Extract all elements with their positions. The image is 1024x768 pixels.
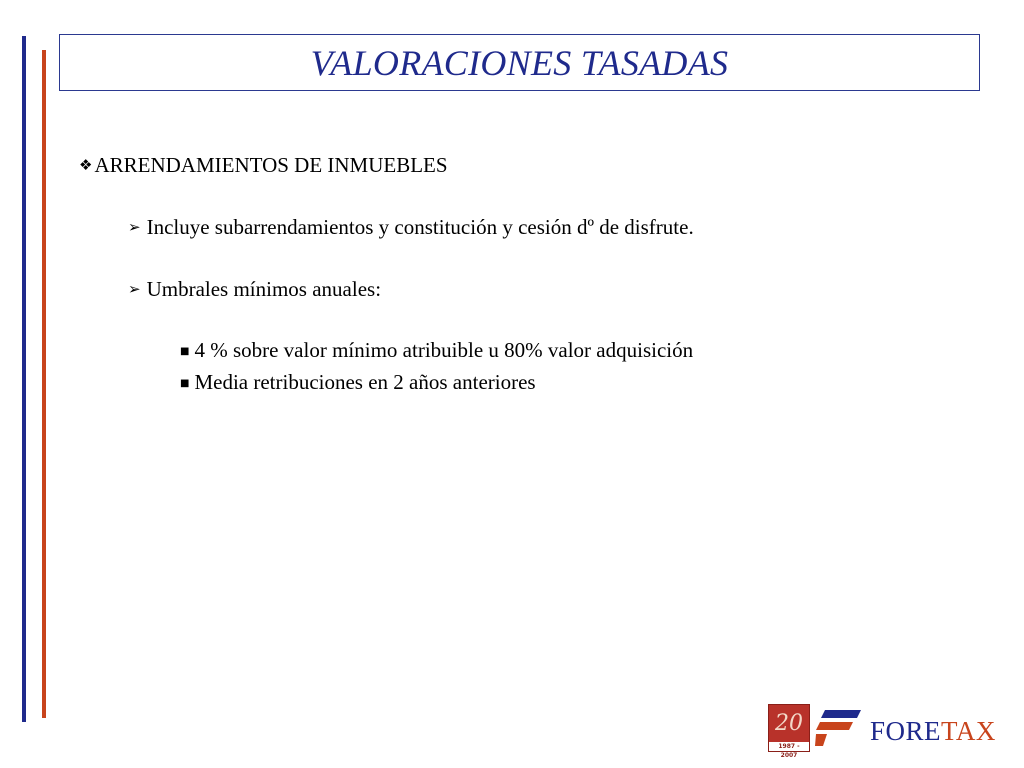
sub-bullet-point-text: Media retribuciones en 2 años anteriores — [194, 370, 536, 394]
sub-bullet-point — [180, 369, 536, 400]
logo-f-top-stroke — [821, 710, 861, 718]
square-bullet-icon: ■ — [180, 346, 190, 357]
anniversary-emblem-icon — [768, 704, 810, 759]
emblem-years: 1987 - 2007 — [769, 742, 809, 751]
brand-wordmark — [870, 716, 996, 747]
square-bullet-icon: ■ — [180, 378, 190, 389]
bullet-point — [128, 276, 381, 304]
emblem-mark: 20 — [775, 711, 803, 736]
logo-f-stem-stroke — [815, 734, 827, 746]
sub-bullet-point-text: 4 % sobre valor mínimo atribuible u 80% valor adquisición — [194, 338, 694, 362]
left-accent-bar-blue — [22, 36, 26, 722]
arrow-bullet-icon: ➢ — [128, 280, 141, 298]
title-box — [59, 34, 980, 91]
bullet-point — [128, 214, 694, 242]
bullet-point-text: Incluye subarrendamientos y constitución y cesión dº de disfrute. — [146, 215, 694, 239]
bullet-point-text: Umbrales mínimos anuales: — [146, 277, 382, 301]
section-heading — [79, 152, 448, 180]
brand-wordmark-part1: FORE — [870, 716, 942, 746]
foretax-f-logo-icon — [815, 706, 861, 748]
slide-title: VALORACIONES TASADAS — [310, 42, 729, 83]
left-accent-bar-orange — [42, 50, 46, 718]
section-heading-text: ARRENDAMIENTOS DE INMUEBLES — [94, 153, 448, 177]
logo-f-middle-stroke — [816, 722, 853, 730]
arrow-bullet-icon: ➢ — [128, 218, 141, 236]
diamond-bullet-icon: ❖ — [79, 156, 93, 174]
sub-bullet-point — [180, 337, 693, 368]
brand-wordmark-part2: TAX — [941, 716, 996, 746]
